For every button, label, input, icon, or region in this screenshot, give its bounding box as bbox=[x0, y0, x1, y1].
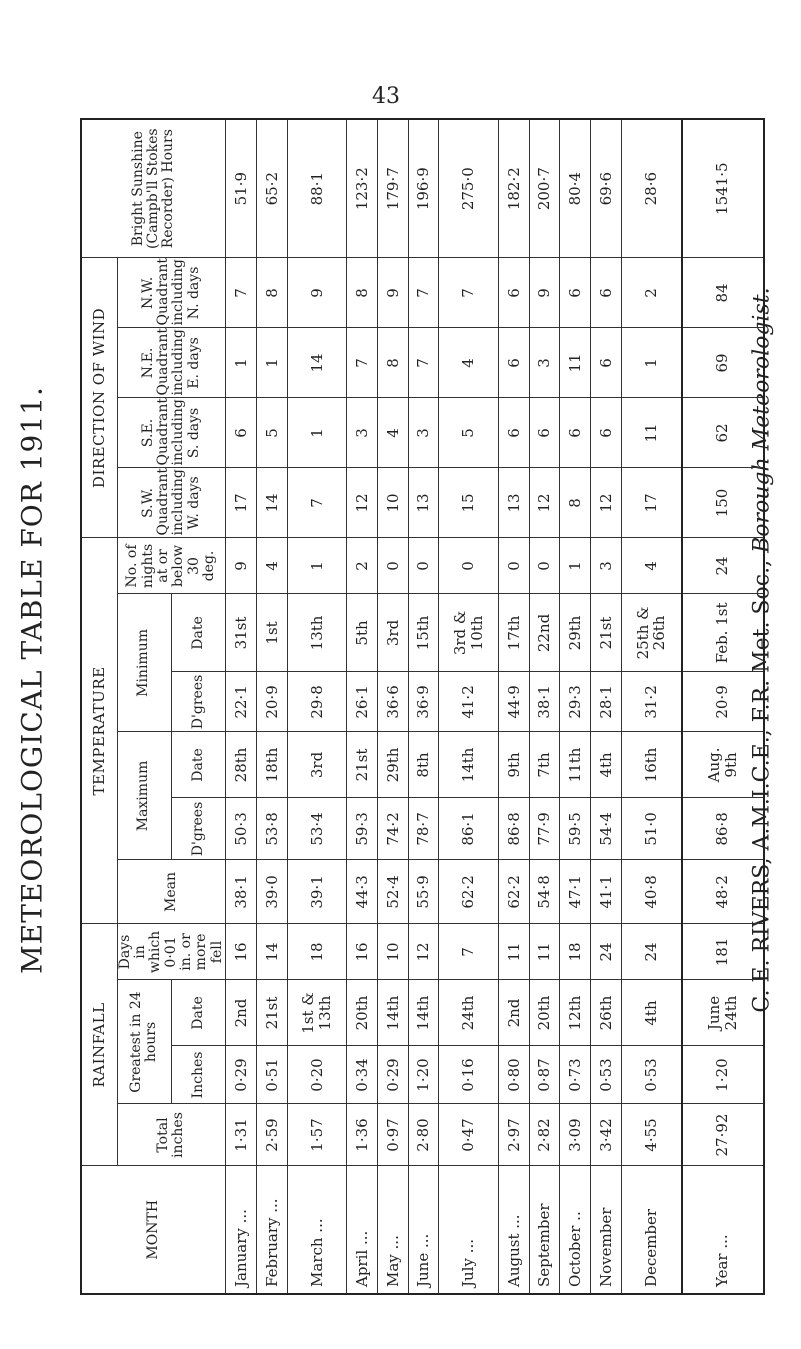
cell-gi: 0·53 bbox=[590, 1046, 621, 1104]
table-row bbox=[439, 119, 499, 1294]
cell-gi: 0·73 bbox=[560, 1046, 591, 1104]
cell-gi: 0·29 bbox=[226, 1046, 257, 1104]
cell-ne: 6 bbox=[498, 328, 529, 398]
cell-mind: 28·1 bbox=[590, 672, 621, 732]
cell-mindt: 31st bbox=[226, 594, 257, 672]
cell-se: 3 bbox=[408, 398, 439, 468]
minimum-header: Minimum bbox=[117, 594, 171, 732]
table-row bbox=[287, 119, 347, 1294]
cell-nw: 6 bbox=[560, 258, 591, 328]
cell-sun: 69·6 bbox=[590, 119, 621, 258]
cell-nights: 0 bbox=[498, 538, 529, 594]
cell-sun: 80·4 bbox=[560, 119, 591, 258]
cell-sw: 12 bbox=[347, 468, 378, 538]
max-degrees-header: D'grees bbox=[171, 798, 225, 860]
cell-nights: 4 bbox=[256, 538, 287, 594]
cell-maxd: 86·1 bbox=[439, 798, 499, 860]
cell-sun: 28·6 bbox=[621, 119, 682, 258]
cell-total: 1·57 bbox=[287, 1104, 347, 1166]
cell-month: August ... bbox=[498, 1166, 529, 1294]
cell-maxd: 53·4 bbox=[287, 798, 347, 860]
month-header: MONTH bbox=[81, 1166, 226, 1294]
cell-gi: 0·87 bbox=[529, 1046, 560, 1104]
credit-role: Borough Meteorologist. bbox=[749, 287, 775, 553]
cell-nw: 2 bbox=[621, 258, 682, 328]
cell-sw: 15 bbox=[439, 468, 499, 538]
cell-days: 24 bbox=[621, 924, 682, 980]
cell-nights: 1 bbox=[287, 538, 347, 594]
cell-sw: 17 bbox=[621, 468, 682, 538]
cell-maxdt: 28th bbox=[226, 732, 257, 798]
cell-se: 4 bbox=[377, 398, 408, 468]
cell-month: July ... bbox=[439, 1166, 499, 1294]
meteorological-table bbox=[80, 118, 765, 1295]
cell-maxd: 59·5 bbox=[560, 798, 591, 860]
cell-mean: 44·3 bbox=[347, 860, 378, 924]
cell-mind: 20·9 bbox=[682, 672, 764, 732]
cell-nw: 84 bbox=[682, 258, 764, 328]
sw-header: S.W. Quadrant including W. days bbox=[117, 468, 226, 538]
cell-mean: 55·9 bbox=[408, 860, 439, 924]
cell-month: May ... bbox=[377, 1166, 408, 1294]
cell-gd: 26th bbox=[590, 980, 621, 1046]
cell-nights: 24 bbox=[682, 538, 764, 594]
cell-nights: 0 bbox=[529, 538, 560, 594]
cell-nights: 0 bbox=[439, 538, 499, 594]
cell-se: 6 bbox=[560, 398, 591, 468]
cell-month: June ... bbox=[408, 1166, 439, 1294]
cell-mean: 62·2 bbox=[498, 860, 529, 924]
cell-days: 7 bbox=[439, 924, 499, 980]
cell-gi: 0·29 bbox=[377, 1046, 408, 1104]
table-title: METEOROLOGICAL TABLE FOR 1911. bbox=[15, 386, 49, 974]
cell-maxd: 86·8 bbox=[498, 798, 529, 860]
cell-mean: 54·8 bbox=[529, 860, 560, 924]
cell-sw: 8 bbox=[560, 468, 591, 538]
cell-sun: 179·7 bbox=[377, 119, 408, 258]
table-row bbox=[590, 119, 621, 1294]
cell-maxdt: 18th bbox=[256, 732, 287, 798]
gi-inches-header: Inches bbox=[171, 1046, 225, 1104]
cell-mindt: 3rd bbox=[377, 594, 408, 672]
se-header: S.E. Quadrant including S. days bbox=[117, 398, 226, 468]
cell-sun: 275·0 bbox=[439, 119, 499, 258]
cell-ne: 14 bbox=[287, 328, 347, 398]
cell-gd: 1st & 13th bbox=[287, 980, 347, 1046]
days-rain-header: Days in which 0·01 in. or more fell bbox=[117, 924, 226, 980]
cell-month: December bbox=[621, 1166, 682, 1294]
cell-se: 3 bbox=[347, 398, 378, 468]
cell-maxd: 59·3 bbox=[347, 798, 378, 860]
table-row bbox=[226, 119, 257, 1294]
cell-gd: June 24th bbox=[682, 980, 764, 1046]
page-number: 43 bbox=[372, 84, 400, 109]
cell-sun: 123·2 bbox=[347, 119, 378, 258]
cell-total: 27·92 bbox=[682, 1104, 764, 1166]
total-inches-header: Total inches bbox=[117, 1104, 226, 1166]
cell-nw: 7 bbox=[439, 258, 499, 328]
cell-nights: 4 bbox=[621, 538, 682, 594]
cell-gd: 20th bbox=[347, 980, 378, 1046]
cell-mindt: 21st bbox=[590, 594, 621, 672]
cell-days: 24 bbox=[590, 924, 621, 980]
cell-maxd: 74·2 bbox=[377, 798, 408, 860]
cell-sun: 88·1 bbox=[287, 119, 347, 258]
cell-ne: 69 bbox=[682, 328, 764, 398]
cell-mindt: 29th bbox=[560, 594, 591, 672]
table-row bbox=[560, 119, 591, 1294]
cell-days: 18 bbox=[560, 924, 591, 980]
cell-nw: 6 bbox=[590, 258, 621, 328]
table-row bbox=[408, 119, 439, 1294]
table-row bbox=[529, 119, 560, 1294]
cell-month: Year ... bbox=[682, 1166, 764, 1294]
cell-month: February ... bbox=[256, 1166, 287, 1294]
cell-mind: 31·2 bbox=[621, 672, 682, 732]
cell-maxd: 53·8 bbox=[256, 798, 287, 860]
table-row bbox=[498, 119, 529, 1294]
cell-gd: 21st bbox=[256, 980, 287, 1046]
cell-total: 1·36 bbox=[347, 1104, 378, 1166]
cell-mindt: 13th bbox=[287, 594, 347, 672]
cell-mind: 29·3 bbox=[560, 672, 591, 732]
cell-maxdt: 3rd bbox=[287, 732, 347, 798]
max-date-header: Date bbox=[171, 732, 225, 798]
cell-gd: 24th bbox=[439, 980, 499, 1046]
cell-sw: 14 bbox=[256, 468, 287, 538]
cell-nw: 7 bbox=[226, 258, 257, 328]
cell-ne: 6 bbox=[590, 328, 621, 398]
cell-total: 0·47 bbox=[439, 1104, 499, 1166]
cell-total: 3·42 bbox=[590, 1104, 621, 1166]
cell-maxdt: 16th bbox=[621, 732, 682, 798]
cell-sw: 7 bbox=[287, 468, 347, 538]
cell-month: March ... bbox=[287, 1166, 347, 1294]
cell-nw: 8 bbox=[256, 258, 287, 328]
cell-nights: 1 bbox=[560, 538, 591, 594]
cell-sw: 13 bbox=[408, 468, 439, 538]
cell-maxd: 77·9 bbox=[529, 798, 560, 860]
cell-sw: 12 bbox=[529, 468, 560, 538]
table-body bbox=[226, 119, 764, 1294]
cell-gd: 2nd bbox=[498, 980, 529, 1046]
cell-days: 16 bbox=[347, 924, 378, 980]
cell-total: 3·09 bbox=[560, 1104, 591, 1166]
cell-mind: 22·1 bbox=[226, 672, 257, 732]
cell-total: 2·59 bbox=[256, 1104, 287, 1166]
cell-sun: 51·9 bbox=[226, 119, 257, 258]
cell-month: April ... bbox=[347, 1166, 378, 1294]
cell-maxdt: 7th bbox=[529, 732, 560, 798]
cell-days: 16 bbox=[226, 924, 257, 980]
cell-gi: 0·16 bbox=[439, 1046, 499, 1104]
cell-days: 12 bbox=[408, 924, 439, 980]
cell-days: 181 bbox=[682, 924, 764, 980]
cell-nw: 9 bbox=[529, 258, 560, 328]
cell-mindt: 15th bbox=[408, 594, 439, 672]
cell-days: 11 bbox=[529, 924, 560, 980]
cell-month: September bbox=[529, 1166, 560, 1294]
cell-month: November bbox=[590, 1166, 621, 1294]
cell-mean: 40·8 bbox=[621, 860, 682, 924]
cell-nw: 6 bbox=[498, 258, 529, 328]
table-row bbox=[377, 119, 408, 1294]
table-row bbox=[621, 119, 682, 1294]
sunshine-header: Bright Sunshine (Campb'll Stokes Recorder) Hours bbox=[81, 119, 226, 258]
cell-maxdt: 4th bbox=[590, 732, 621, 798]
cell-total: 1·31 bbox=[226, 1104, 257, 1166]
cell-nights: 9 bbox=[226, 538, 257, 594]
cell-ne: 7 bbox=[347, 328, 378, 398]
meteorological-table-container bbox=[80, 120, 740, 1295]
nw-header: N.W. Quadrant including N. days bbox=[117, 258, 226, 328]
cell-total: 4·55 bbox=[621, 1104, 682, 1166]
cell-sun: 1541·5 bbox=[682, 119, 764, 258]
cell-gd: 20th bbox=[529, 980, 560, 1046]
cell-mindt: 3rd & 10th bbox=[439, 594, 499, 672]
cell-mind: 41·2 bbox=[439, 672, 499, 732]
cell-ne: 4 bbox=[439, 328, 499, 398]
cell-mind: 26·1 bbox=[347, 672, 378, 732]
cell-mind: 20·9 bbox=[256, 672, 287, 732]
cell-nw: 8 bbox=[347, 258, 378, 328]
cell-nights: 0 bbox=[377, 538, 408, 594]
cell-se: 6 bbox=[498, 398, 529, 468]
cell-mindt: 25th & 26th bbox=[621, 594, 682, 672]
cell-gi: 1·20 bbox=[682, 1046, 764, 1104]
cell-gi: 0·20 bbox=[287, 1046, 347, 1104]
cell-days: 18 bbox=[287, 924, 347, 980]
cell-ne: 1 bbox=[256, 328, 287, 398]
table-row bbox=[347, 119, 378, 1294]
cell-mind: 44·9 bbox=[498, 672, 529, 732]
cell-nights: 2 bbox=[347, 538, 378, 594]
cell-sun: 200·7 bbox=[529, 119, 560, 258]
cell-gi: 0·34 bbox=[347, 1046, 378, 1104]
cell-gd: 2nd bbox=[226, 980, 257, 1046]
min-date-header: Date bbox=[171, 594, 225, 672]
cell-mean: 47·1 bbox=[560, 860, 591, 924]
cell-maxdt: 29th bbox=[377, 732, 408, 798]
cell-days: 10 bbox=[377, 924, 408, 980]
maximum-header: Maximum bbox=[117, 732, 171, 860]
cell-ne: 7 bbox=[408, 328, 439, 398]
cell-total: 2·82 bbox=[529, 1104, 560, 1166]
cell-maxd: 54·4 bbox=[590, 798, 621, 860]
cell-gi: 0·80 bbox=[498, 1046, 529, 1104]
cell-gd: 12th bbox=[560, 980, 591, 1046]
cell-ne: 1 bbox=[621, 328, 682, 398]
cell-maxd: 78·7 bbox=[408, 798, 439, 860]
cell-month: October .. bbox=[560, 1166, 591, 1294]
cell-se: 6 bbox=[529, 398, 560, 468]
cell-ne: 3 bbox=[529, 328, 560, 398]
cell-ne: 11 bbox=[560, 328, 591, 398]
cell-total: 2·97 bbox=[498, 1104, 529, 1166]
mean-header: Mean bbox=[117, 860, 226, 924]
cell-se: 6 bbox=[226, 398, 257, 468]
cell-total: 2·80 bbox=[408, 1104, 439, 1166]
cell-maxdt: 11th bbox=[560, 732, 591, 798]
cell-maxd: 86·8 bbox=[682, 798, 764, 860]
nights-below-header: No. of nights at or below 30 deg. bbox=[117, 538, 226, 594]
cell-ne: 1 bbox=[226, 328, 257, 398]
cell-gi: 0·53 bbox=[621, 1046, 682, 1104]
cell-sw: 10 bbox=[377, 468, 408, 538]
cell-nw: 7 bbox=[408, 258, 439, 328]
cell-total: 0·97 bbox=[377, 1104, 408, 1166]
greatest-24h-header: Greatest in 24 hours bbox=[117, 980, 171, 1104]
cell-sun: 65·2 bbox=[256, 119, 287, 258]
cell-se: 5 bbox=[439, 398, 499, 468]
cell-nw: 9 bbox=[287, 258, 347, 328]
cell-mindt: 5th bbox=[347, 594, 378, 672]
cell-gd: 14th bbox=[408, 980, 439, 1046]
cell-mean: 62·2 bbox=[439, 860, 499, 924]
rainfall-header: RAINFALL bbox=[81, 924, 117, 1166]
cell-mindt: Feb. 1st bbox=[682, 594, 764, 672]
cell-se: 62 bbox=[682, 398, 764, 468]
cell-sw: 150 bbox=[682, 468, 764, 538]
cell-mindt: 17th bbox=[498, 594, 529, 672]
ne-header: N.E. Quadrant including E. days bbox=[117, 328, 226, 398]
cell-mindt: 22nd bbox=[529, 594, 560, 672]
credit-author: C. E. RIVERS, A.M.I.C.E., F.R. Met. Soc., bbox=[749, 559, 775, 1013]
cell-se: 1 bbox=[287, 398, 347, 468]
cell-maxdt: 14th bbox=[439, 732, 499, 798]
cell-se: 5 bbox=[256, 398, 287, 468]
cell-nights: 0 bbox=[408, 538, 439, 594]
cell-sun: 182·2 bbox=[498, 119, 529, 258]
cell-mean: 39·0 bbox=[256, 860, 287, 924]
wind-header: DIRECTION OF WIND bbox=[81, 258, 117, 538]
table-title-container bbox=[0, 0, 64, 1349]
cell-month: January ... bbox=[226, 1166, 257, 1294]
cell-mind: 36·6 bbox=[377, 672, 408, 732]
cell-maxdt: 9th bbox=[498, 732, 529, 798]
cell-mean: 48·2 bbox=[682, 860, 764, 924]
cell-sw: 13 bbox=[498, 468, 529, 538]
cell-sun: 196·9 bbox=[408, 119, 439, 258]
cell-gd: 4th bbox=[621, 980, 682, 1046]
cell-sw: 17 bbox=[226, 468, 257, 538]
cell-mean: 38·1 bbox=[226, 860, 257, 924]
cell-ne: 8 bbox=[377, 328, 408, 398]
cell-se: 11 bbox=[621, 398, 682, 468]
cell-mindt: 1st bbox=[256, 594, 287, 672]
cell-maxdt: 8th bbox=[408, 732, 439, 798]
cell-maxd: 51·0 bbox=[621, 798, 682, 860]
cell-maxd: 50·3 bbox=[226, 798, 257, 860]
gi-date-header: Date bbox=[171, 980, 225, 1046]
cell-gi: 1·20 bbox=[408, 1046, 439, 1104]
cell-days: 11 bbox=[498, 924, 529, 980]
temperature-header: TEMPERATURE bbox=[81, 538, 117, 924]
cell-mean: 39·1 bbox=[287, 860, 347, 924]
cell-gi: 0·51 bbox=[256, 1046, 287, 1104]
cell-sw: 12 bbox=[590, 468, 621, 538]
cell-mean: 41·1 bbox=[590, 860, 621, 924]
min-degrees-header: D'grees bbox=[171, 672, 225, 732]
cell-mind: 36·9 bbox=[408, 672, 439, 732]
cell-maxdt: 21st bbox=[347, 732, 378, 798]
cell-mind: 38·1 bbox=[529, 672, 560, 732]
cell-days: 14 bbox=[256, 924, 287, 980]
cell-mind: 29·8 bbox=[287, 672, 347, 732]
cell-nw: 9 bbox=[377, 258, 408, 328]
table-row bbox=[682, 119, 764, 1294]
cell-maxdt: Aug. 9th bbox=[682, 732, 764, 798]
cell-mean: 52·4 bbox=[377, 860, 408, 924]
cell-se: 6 bbox=[590, 398, 621, 468]
cell-gd: 14th bbox=[377, 980, 408, 1046]
table-row bbox=[256, 119, 287, 1294]
cell-nights: 3 bbox=[590, 538, 621, 594]
